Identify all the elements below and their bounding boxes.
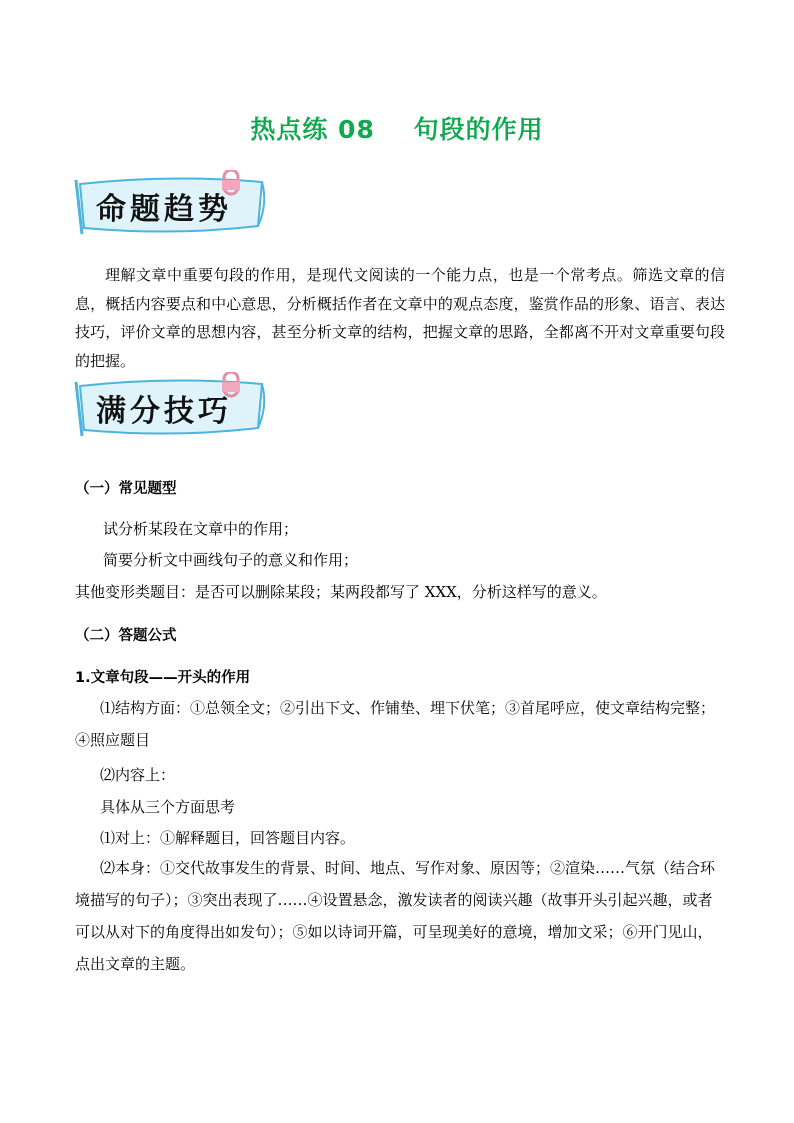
point-self: ⑵本身：①交代故事发生的背景、时间、地点、写作对象、原因等；②渲染……气氛（结合环境描写的句子）；③突出表现了……④设置悬念，激发读者的阅读兴趣（故事开头引起兴趣，或者可以从对下的角度得出如发句）；⑤如以诗词开篇，可呈现美好的意境，增加文采；⑥开门见山，点出文章的主题。 (75, 859, 716, 973)
point-above: ⑴对上：①解释题目，回答题目内容。 (100, 829, 356, 847)
banner-skills-label: 满分技巧 (96, 394, 232, 429)
trend-paragraph: 理解文章中重要句段的作用，是现代文阅读的一个能力点，也是一个常考点。筛选文章的信息，概括内容要点和中心意思，分析概括作者在文章中的观点态度，鉴赏作品的形象、语言、表达技巧，评价文章的思想内容，甚至分析文章的结构，把握文章的思路，全都离不开对文章重要句段的把握。 (75, 266, 725, 371)
section2-heading: （二）答题公式 (75, 628, 177, 644)
structure-paragraph: ⑴结构方面：①总领全文；②引出下文、作铺垫、埋下伏笔；③首尾呼应，使文章结构完整；④照应题目 (75, 699, 716, 749)
question-type-3: 其他变形类题目：是否可以删除某段；某两段都写了 XXX，分析这样写的意义。 (75, 583, 607, 601)
section2-subheading: 1.文章句段——开头的作用 (75, 670, 251, 686)
banner-trend-label: 命题趋势 (96, 192, 232, 227)
section1-heading: （一）常见题型 (75, 481, 177, 497)
banner-skills (72, 372, 272, 444)
page-title: 热点练 08 句段的作用 (250, 115, 544, 144)
content-intro: 具体从三个方面思考 (100, 798, 236, 816)
question-type-1: 试分析某段在文章中的作用； (103, 520, 299, 538)
content-label: ⑵内容上： (100, 766, 176, 784)
banner-trend (72, 170, 272, 242)
question-type-2: 简要分析文中画线句子的意义和作用； (103, 551, 359, 569)
